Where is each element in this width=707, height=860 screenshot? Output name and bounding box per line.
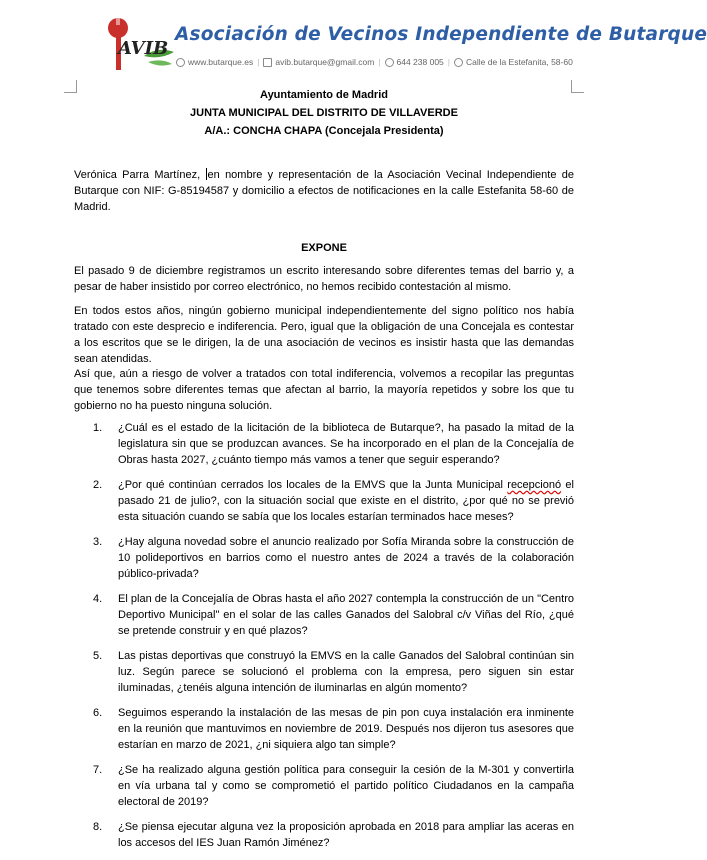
- web-icon: [176, 58, 185, 67]
- item-number: 3.: [93, 536, 103, 548]
- list-item: [74, 477, 574, 525]
- avib-logo: [98, 16, 176, 74]
- item-text: ¿Cuál es el estado de la licitación de la biblioteca de Butarque?, ha pasado la mitad de la legislatura sin que se produzcan avances. Se ha incorporado en el plan de la Concejalía de Obras hasta 2027, ¿cuánto tiempo más vamos a tener que seguir esperando?: [118, 422, 574, 466]
- section-heading: EXPONE: [301, 242, 347, 254]
- item-text: Las pistas deportivas que construyó la EMVS en la calle Ganados del Salobral continúan sin luz. Según parece se solucionó el problema con la empresa, pero siguen sin estar iluminadas, ¿tenéis alguna intención de iluminarlas en algún momento?: [118, 650, 574, 694]
- paragraph: En todos estos años, ningún gobierno municipal independientemente del signo político nos había tratado con este desprecio e indiferencia. Pero, igual que la obligación de una Concejala es contestar a los escritos que se le dirigen, la de una asociación de vecinos es insistir hasta que las demandas sean atendidas.: [74, 305, 574, 365]
- location-icon: [454, 58, 463, 67]
- recipient-line: JUNTA MUNICIPAL DEL DISTRITO DE VILLAVERDE: [190, 107, 458, 119]
- separator: |: [447, 57, 451, 67]
- association-name: Asociación de Vecinos Independiente de Butarque: [175, 24, 707, 45]
- recipient-line: A/A.: CONCHA CHAPA (Concejala Presidenta): [204, 125, 444, 137]
- separator: |: [378, 57, 381, 67]
- item-number: 1.: [93, 422, 103, 434]
- phone-text: 644 238 005: [396, 57, 444, 67]
- item-text: Seguimos esperando la instalación de las mesas de pin pon cuya instalación era inminente en la reunión que mantuvimos en noviembre de 2019. Después nos dijeron tus asesores que estarían en marzo de 2021, ¿ni siquiera algo tan simple?: [118, 707, 574, 751]
- intro-paragraph: Verónica Parra Martínez, en nombre y representación de la Asociación Vecinal Independiente de Butarque con NIF: G-85194587 y domicilio a efectos de notificaciones en la calle Estefanita 58-60 de Madrid.: [74, 169, 574, 213]
- item-number: 6.: [93, 707, 103, 719]
- item-number: 5.: [93, 650, 103, 662]
- list-item: [74, 819, 574, 851]
- email-text: avib.butarque@gmail.com: [275, 57, 375, 67]
- contact-line: [176, 55, 573, 69]
- list-item: [74, 591, 574, 639]
- paragraph: El pasado 9 de diciembre registramos un escrito interesando sobre diferentes temas del barrio y, a pesar de haber insistido por correo electrónico, no hemos recibido contestación al mismo.: [74, 265, 574, 293]
- list-item: [74, 762, 574, 810]
- item-text: ¿Se ha realizado alguna gestión política para conseguir la cesión de la M-301 y convertirla en vía urbana tal y como se comprometió el partido político Ciudadanos en la campaña electoral de 2019?: [118, 764, 574, 808]
- address-text: Calle de la Estefanita, 58-60: [466, 57, 573, 67]
- questions-list: [74, 420, 574, 860]
- item-number: 2.: [93, 479, 103, 491]
- item-text: ¿Hay alguna novedad sobre el anuncio realizado por Sofía Miranda sobre la construcción de 10 polideportivos en barrios como el nuestro antes de 2024 a través de la colaboración público-privada?: [118, 536, 574, 580]
- list-item: [74, 648, 574, 696]
- website-text: www.butarque.es: [188, 57, 254, 67]
- spellcheck-marked-word[interactable]: recepcionó: [507, 479, 562, 491]
- list-item: [74, 420, 574, 468]
- logo-text: AVIB: [118, 38, 169, 59]
- list-item: [74, 705, 574, 753]
- item-text: ¿Por qué continúan cerrados los locales de la EMVS que la Junta Municipal recepcionó el pasado 21 de julio?, con la situación social que existe en el distrito, ¿por qué no se previó esta situación cuando se sabía que los locales estarían terminados hace meses?: [118, 479, 574, 523]
- list-item: [74, 534, 574, 582]
- recipient-line: Ayuntamiento de Madrid: [260, 89, 388, 101]
- item-text: El plan de la Concejalía de Obras hasta el año 2027 contempla la construcción de un "Centro Deportivo Municipal" en el solar de las calles Ganados del Salobral c/v Viñas del Río, ¿qué se pretende construir y en qué plazos?: [118, 593, 574, 637]
- separator: |: [257, 57, 260, 67]
- item-number: 8.: [93, 821, 103, 833]
- recipient-block: [74, 86, 574, 140]
- item-text: ¿Se piensa ejecutar alguna vez la proposición aprobada en 2018 para ampliar las aceras en los accesos del IES Juan Ramón Jiménez?: [118, 821, 574, 849]
- text-cursor: [206, 168, 207, 180]
- item-number: 7.: [93, 764, 103, 776]
- paragraph: Así que, aún a riesgo de volver a tratados con total indiferencia, volvemos a recopilar las preguntas que tenemos sobre diferentes temas que afectan al barrio, la mayoría repetidos y sobre los que tu gobierno no ha puesto ninguna solución.: [74, 368, 574, 412]
- letterhead: [0, 0, 707, 80]
- phone-icon: [385, 58, 394, 67]
- item-number: 4.: [93, 593, 103, 605]
- email-icon: [263, 58, 272, 67]
